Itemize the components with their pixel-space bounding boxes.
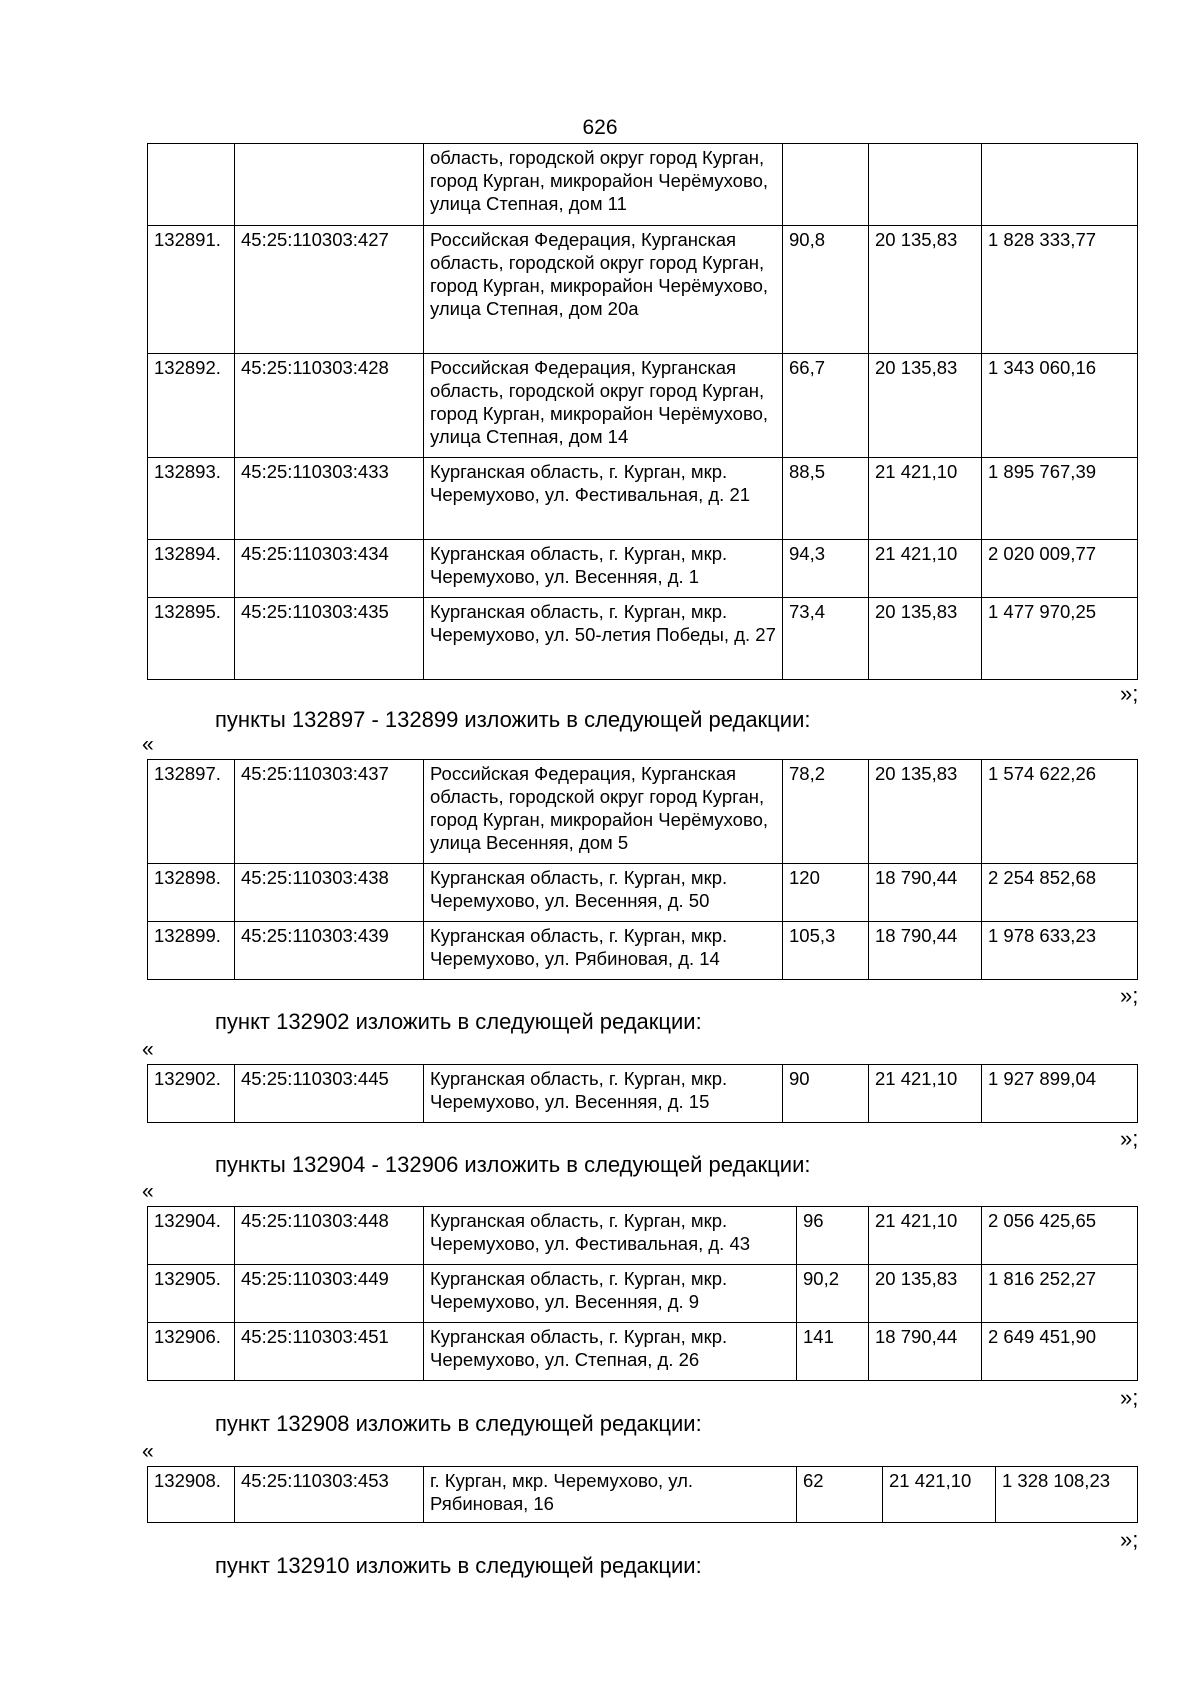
cell-area: 120	[783, 864, 869, 922]
table-row	[148, 354, 1138, 458]
cell-area: 88,5	[783, 458, 869, 540]
cell-number: 132902.	[148, 1065, 235, 1123]
cell-address: Курганская область, г. Курган, мкр. Черемухово, ул. Степная, д. 26	[424, 1323, 797, 1381]
cell-rate: 21 421,10	[869, 540, 982, 598]
page-number: 626	[582, 116, 618, 139]
opening-quote: «	[142, 1440, 154, 1463]
cell-address: Курганская область, г. Курган, мкр. Черемухово, ул. Весенняя, д. 50	[424, 864, 783, 922]
cell-area: 62	[797, 1467, 883, 1523]
cell-rate: 20 135,83	[869, 1265, 982, 1323]
cell-area: 105,3	[783, 922, 869, 980]
cell-value: 1 816 252,27	[982, 1265, 1138, 1323]
cell-cadastral-number: 45:25:110303:449	[235, 1265, 424, 1323]
cell-value: 2 056 425,65	[982, 1207, 1138, 1265]
register-table-4	[147, 1206, 1138, 1381]
amendment-instruction: пункты 132897 - 132899 изложить в следующей редакции:	[215, 707, 811, 732]
cell-area: 73,4	[783, 598, 869, 680]
cell-cadastral-number: 45:25:110303:453	[235, 1467, 424, 1523]
cell-address: область, городской округ город Курган, город Курган, микрорайон Черёмухово, улица Степная, дом 11	[424, 144, 783, 226]
cell-cadastral-number: 45:25:110303:428	[235, 354, 424, 458]
register-table-3	[147, 1064, 1138, 1123]
cell-value: 2 649 451,90	[982, 1323, 1138, 1381]
cell-number: 132899.	[148, 922, 235, 980]
cell-value: 2 254 852,68	[982, 864, 1138, 922]
closing-quote: »;	[1120, 983, 1139, 1008]
cell-cadastral-number: 45:25:110303:427	[235, 226, 424, 354]
cell-address: Курганская область, г. Курган, мкр. Черемухово, ул. 50-летия Победы, д. 27	[424, 598, 783, 680]
closing-quote: »;	[1120, 1385, 1139, 1410]
cell-address: Российская Федерация, Курганская область, городской округ город Курган, город Курган, микрорайон Черёмухово, улица Степная, дом 14	[424, 354, 783, 458]
table-row	[148, 1467, 1138, 1523]
cell-rate: 20 135,83	[869, 354, 982, 458]
cell-address: Курганская область, г. Курган, мкр. Черемухово, ул. Фестивальная, д. 43	[424, 1207, 797, 1265]
register-table-5	[147, 1466, 1138, 1523]
cell-number: 132891.	[148, 226, 235, 354]
cell-rate: 21 421,10	[869, 1065, 982, 1123]
cell-rate: 20 135,83	[869, 598, 982, 680]
cell-area: 141	[797, 1323, 869, 1381]
table-row	[148, 1265, 1138, 1323]
amendment-instruction: пункты 132904 - 132906 изложить в следующей редакции:	[215, 1152, 811, 1177]
cell-cadastral-number: 45:25:110303:439	[235, 922, 424, 980]
cell-value: 1 978 633,23	[982, 922, 1138, 980]
cell-address: Курганская область, г. Курган, мкр. Черемухово, ул. Рябиновая, д. 14	[424, 922, 783, 980]
cell-address: Курганская область, г. Курган, мкр. Черемухово, ул. Весенняя, д. 1	[424, 540, 783, 598]
cell-cadastral-number	[235, 144, 424, 226]
cell-address: Российская Федерация, Курганская область, городской округ город Курган, город Курган, микрорайон Черёмухово, улица Степная, дом 20а	[424, 226, 783, 354]
closing-quote: »;	[1120, 1126, 1139, 1151]
table-row	[148, 1207, 1138, 1265]
cell-number: 132906.	[148, 1323, 235, 1381]
cell-value: 1 574 622,26	[982, 760, 1138, 864]
amendment-instruction: пункт 132902 изложить в следующей редакции:	[215, 1009, 702, 1034]
cell-rate: 21 421,10	[869, 1207, 982, 1265]
cell-cadastral-number: 45:25:110303:445	[235, 1065, 424, 1123]
table-row	[148, 226, 1138, 354]
cell-cadastral-number: 45:25:110303:435	[235, 598, 424, 680]
cell-rate: 18 790,44	[869, 1323, 982, 1381]
cell-address: Российская Федерация, Курганская область, городской округ город Курган, город Курган, микрорайон Черёмухово, улица Весенняя, дом 5	[424, 760, 783, 864]
cell-area: 66,7	[783, 354, 869, 458]
table-row	[148, 144, 1138, 226]
cell-value: 1 828 333,77	[982, 226, 1138, 354]
table-row	[148, 458, 1138, 540]
cell-rate: 21 421,10	[883, 1467, 996, 1523]
cell-value: 1 895 767,39	[982, 458, 1138, 540]
cell-rate	[869, 144, 982, 226]
table-row	[148, 540, 1138, 598]
opening-quote: «	[142, 1180, 154, 1203]
cell-cadastral-number: 45:25:110303:434	[235, 540, 424, 598]
closing-quote: »;	[1120, 681, 1139, 706]
cell-number: 132904.	[148, 1207, 235, 1265]
table-row	[148, 1323, 1138, 1381]
amendment-instruction: пункт 132908 изложить в следующей редакции:	[215, 1411, 702, 1436]
cell-value: 1 328 108,23	[996, 1467, 1138, 1523]
cell-number: 132892.	[148, 354, 235, 458]
table-row	[148, 760, 1138, 864]
cell-address: г. Курган, мкр. Черемухово, ул. Рябиновая, 16	[424, 1467, 797, 1523]
cell-rate: 18 790,44	[869, 922, 982, 980]
cell-rate: 21 421,10	[869, 458, 982, 540]
cell-cadastral-number: 45:25:110303:451	[235, 1323, 424, 1381]
cell-number: 132895.	[148, 598, 235, 680]
cell-value: 1 343 060,16	[982, 354, 1138, 458]
closing-quote: »;	[1120, 1527, 1139, 1552]
cell-number: 132897.	[148, 760, 235, 864]
cell-number: 132905.	[148, 1265, 235, 1323]
cell-number: 132893.	[148, 458, 235, 540]
cell-area	[783, 144, 869, 226]
cell-address: Курганская область, г. Курган, мкр. Черемухово, ул. Весенняя, д. 15	[424, 1065, 783, 1123]
cell-cadastral-number: 45:25:110303:438	[235, 864, 424, 922]
cell-rate: 20 135,83	[869, 226, 982, 354]
cell-value: 1 477 970,25	[982, 598, 1138, 680]
cell-address: Курганская область, г. Курган, мкр. Черемухово, ул. Фестивальная, д. 21	[424, 458, 783, 540]
table-row	[148, 598, 1138, 680]
table-row	[148, 922, 1138, 980]
register-table-1	[147, 143, 1138, 680]
cell-cadastral-number: 45:25:110303:437	[235, 760, 424, 864]
opening-quote: «	[142, 1038, 154, 1061]
cell-area: 90	[783, 1065, 869, 1123]
cell-value: 2 020 009,77	[982, 540, 1138, 598]
cell-number: 132894.	[148, 540, 235, 598]
cell-cadastral-number: 45:25:110303:448	[235, 1207, 424, 1265]
cell-value	[982, 144, 1138, 226]
cell-number: 132908.	[148, 1467, 235, 1523]
cell-area: 96	[797, 1207, 869, 1265]
cell-area: 94,3	[783, 540, 869, 598]
cell-value: 1 927 899,04	[982, 1065, 1138, 1123]
cell-cadastral-number: 45:25:110303:433	[235, 458, 424, 540]
table-row	[148, 1065, 1138, 1123]
opening-quote: «	[142, 733, 154, 756]
cell-address: Курганская область, г. Курган, мкр. Черемухово, ул. Весенняя, д. 9	[424, 1265, 797, 1323]
register-table-2	[147, 759, 1138, 980]
cell-rate: 18 790,44	[869, 864, 982, 922]
cell-number: 132898.	[148, 864, 235, 922]
cell-area: 90,8	[783, 226, 869, 354]
cell-rate: 20 135,83	[869, 760, 982, 864]
cell-area: 90,2	[797, 1265, 869, 1323]
cell-area: 78,2	[783, 760, 869, 864]
cell-number	[148, 144, 235, 226]
amendment-instruction: пункт 132910 изложить в следующей редакции:	[215, 1553, 702, 1578]
table-row	[148, 864, 1138, 922]
